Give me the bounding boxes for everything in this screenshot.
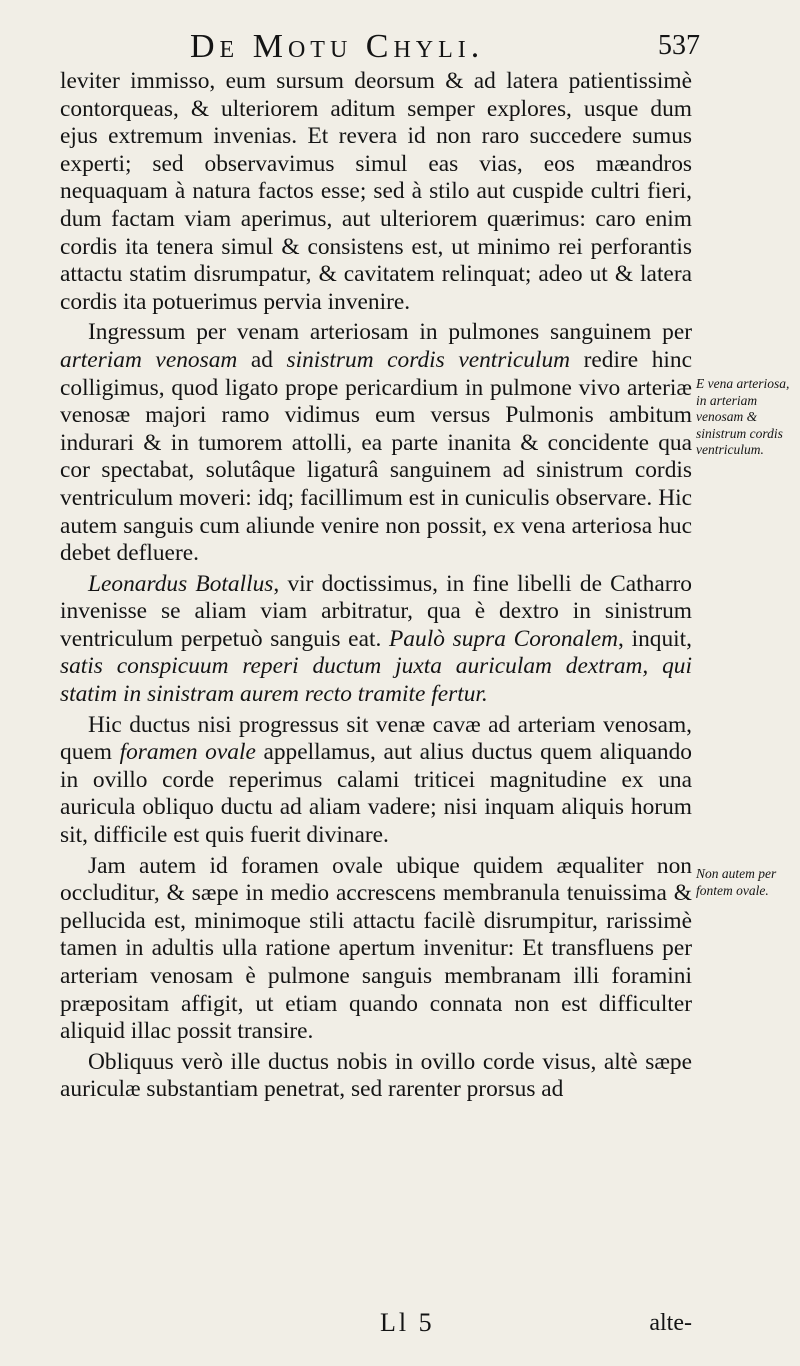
- paragraph: [60, 853, 692, 1046]
- italic-text: arteriam venosam: [60, 346, 238, 373]
- margin-note-vena-arteriosa: E vena arteriosa, in arteriam venosam & sinistrum cordis ventriculum.: [696, 376, 790, 457]
- text-run: , vir doctissimus, in fine libelli de Catharro invenisse se aliam viam arbitratur, qua è dextro in sinistrum ventriculum perpetuò sanguis eat.: [60, 570, 692, 652]
- text-run: redire hinc colligimus, quod ligato prope pericardium in pulmone vivo arteriæ venosæ majori ramo vidimus eum versus Pulmonis ambitum indurari & in tumorem attolli, ea parte inanita & concidente qua cor spectabat, solutâque ligaturâ sanguinem ad sinistrum cordis ventriculum moveri: idq; facillimum est in cuniculis observare. Hic autem sanguis cum aliunde venire non possit, ex vena arteriosa huc debet defluere.: [60, 346, 692, 567]
- text-run: ad: [237, 346, 287, 373]
- text-run: Ingressum per venam arteriosam in pulmones sanguinem per: [88, 319, 692, 346]
- text-run: Hic ductus nisi progressus sit venæ cavæ ad arteriam venosam, quem: [60, 711, 692, 766]
- page-header: [60, 26, 700, 70]
- paragraph: [60, 68, 692, 316]
- italic-text: sinistrum cordis ventriculum: [286, 346, 571, 373]
- catchword: alte-: [649, 1310, 692, 1336]
- text-run: Jam autem id foramen ovale ubique quidem æqualiter non occluditur, & sæpe in medio accrescens membranula tenuissima & pellucida est, minimoque stili attactu facilè disrumpitur, rarissimè tamen in adultis ulla ratione apertum invenitur: Et transfluens per arteriam venosam è pulmone sanguis membranam illi foramini præpositam affigit, ut etiam quando connata non est difficulter aliquid illac possit transire.: [60, 852, 692, 1045]
- page-number: 537: [658, 30, 700, 61]
- paragraph: [60, 319, 692, 567]
- signature-mark: Ll 5: [380, 1308, 435, 1337]
- italic-text: satis conspicuum reperi ductum juxta auriculam dextram, qui statim in sinistram aurem recto tramite fertur.: [60, 653, 692, 708]
- italic-text: Paulò supra Coronalem: [389, 625, 619, 652]
- text-run: Obliquus verò ille ductus nobis in ovillo corde visus, altè sæpe auriculæ substantiam penetrat, sed rarenter prorsus ad: [60, 1048, 692, 1103]
- text-run: leviter immisso, eum sursum deorsum & ad latera patientissimè contorqueas, & ulteriorem aditum semper explores, usque dum ejus extremum invenias. Et revera id non raro succedere sumus experti; sed observavimus simul eas vias, eos mæandros nequaquam à natura factos esse; sed à stilo aut cuspide cultri fieri, dum factam viam aperimus, aut ulteriorem quærimus: caro enim cordis ita tenera simul & consistens est, ut minimo rei perforantis attactu statim disrumpatur, & cavitatem relinquat; adeo ut & latera cordis ita potuerimus pervia invenire.: [60, 68, 692, 315]
- italic-text: Leonardus Botallus: [88, 570, 274, 597]
- running-title: De Motu Chyli.: [190, 28, 485, 65]
- paragraph: [60, 1049, 692, 1104]
- text-run: , inquit,: [618, 625, 693, 652]
- paragraph: [60, 571, 692, 709]
- margin-note-foramen-ovale: Non autem per fontem ovale.: [696, 866, 777, 898]
- page-footer: [60, 1304, 692, 1344]
- body-text: [60, 68, 692, 1104]
- paragraph: [60, 712, 692, 850]
- text-run: appellamus, aut alius ductus quem aliquando in ovillo corde reperimus calami triticei magnitudine ex una auricula obliquo ductu ad aliam vadere; nisi inquam aliquis horum sit, difficile est quis fuerit divinare.: [60, 739, 692, 849]
- italic-text: foramen ovale: [119, 739, 256, 766]
